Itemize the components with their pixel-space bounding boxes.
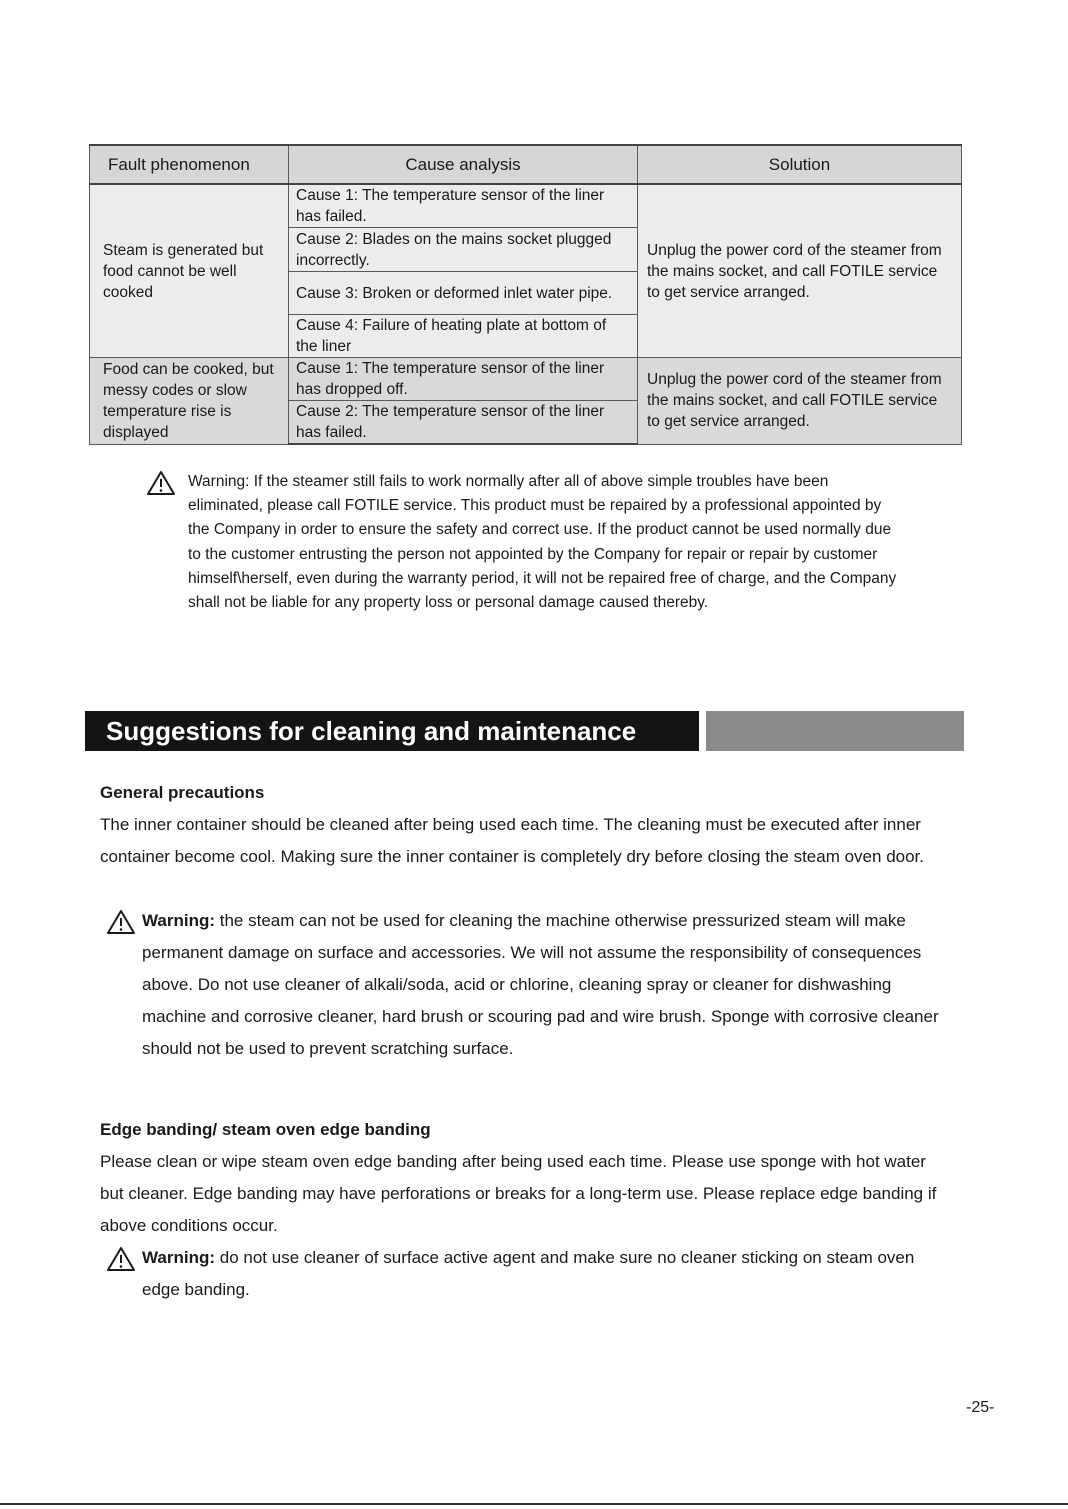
fault-cell: Food can be cooked, but messy codes or slow temperature rise is displayed <box>90 358 289 445</box>
general-warning-text: the steam can not be used for cleaning the machine otherwise pressurized steam will make permanent damage on surface and accessories. We will not assume the responsibility of consequences above. Do not use cleaner of alkali/soda, acid or chlorine, cleaning spray or cleaner for dishwashing machine and corrosive cleaner, hard brush or scouring pad and wire brush. Sponge with corrosive cleaner should not be used to prevent scratching surface. <box>142 911 939 1058</box>
warning-triangle-icon <box>146 470 176 496</box>
edge-banding-text: Please clean or wipe steam oven edge banding after being used each time. Please use sponge with hot water but cleaner. Edge banding may have perforations or breaks for a long-term use. Please replace edge banding if above conditions occur. <box>100 1152 937 1235</box>
cause-cell: Cause 3: Broken or deformed inlet water pipe. <box>289 272 638 315</box>
troubleshooting-table <box>89 144 962 445</box>
warning-triangle-icon <box>106 1246 136 1272</box>
cause-cell: Cause 1: The temperature sensor of the liner has dropped off. <box>289 358 638 401</box>
warning-label: Warning: <box>142 1248 216 1267</box>
general-precautions-text: The inner container should be cleaned after being used each time. The cleaning must be executed after inner container become cool. Making sure the inner container is completely dry before closing the steam oven door. <box>100 815 925 866</box>
table-row <box>90 358 962 401</box>
header-cause-analysis: Cause analysis <box>289 145 638 184</box>
section-title-bar <box>706 711 964 751</box>
header-fault-phenomenon: Fault phenomenon <box>90 145 289 184</box>
table-row <box>90 184 962 228</box>
solution-cell: Unplug the power cord of the steamer from the mains socket, and call FOTILE service to get service arranged. <box>638 358 962 445</box>
warning-label: Warning: <box>142 911 216 930</box>
cause-cell: Cause 2: Blades on the mains socket plugged incorrectly. <box>289 228 638 272</box>
edge-warning <box>106 1242 956 1306</box>
fault-cell: Steam is generated but food cannot be well cooked <box>90 184 289 358</box>
cause-cell: Cause 1: The temperature sensor of the liner has failed. <box>289 184 638 228</box>
general-warning-paragraph <box>142 905 956 1065</box>
page-number: -25- <box>966 1399 995 1416</box>
general-precautions-heading: General precautions <box>100 783 265 802</box>
solution-cell: Unplug the power cord of the steamer from the mains socket, and call FOTILE service to get service arranged. <box>638 184 962 358</box>
warning-triangle-icon <box>106 909 136 935</box>
bottom-rule <box>0 1503 1068 1505</box>
warning-notice <box>146 470 906 615</box>
section-title: Suggestions for cleaning and maintenance <box>85 711 699 751</box>
edge-banding-heading: Edge banding/ steam oven edge banding <box>100 1120 431 1139</box>
cause-cell: Cause 4: Failure of heating plate at bottom of the liner <box>289 315 638 358</box>
table-header-row <box>90 145 962 184</box>
edge-warning-text: do not use cleaner of surface active agent and make sure no cleaner sticking on steam oven edge banding. <box>142 1248 915 1299</box>
warning-text: Warning: If the steamer still fails to work normally after all of above simple troubles have been eliminated, please call FOTILE service. This product must be repaired by a professional appointed by the Company in order to ensure the safety and correct use. If the product cannot be used normally due to the customer entrusting the person not appointed by the Company for repair or repair by customer himself\herself, even during the warranty period, it will not be repaired free of charge, and the Company shall not be liable for any property loss or personal damage caused thereby. <box>188 473 897 612</box>
header-solution: Solution <box>638 145 962 184</box>
cause-cell: Cause 2: The temperature sensor of the liner has failed. <box>289 401 638 445</box>
general-warning <box>106 905 956 1065</box>
edge-warning-paragraph <box>142 1242 956 1306</box>
